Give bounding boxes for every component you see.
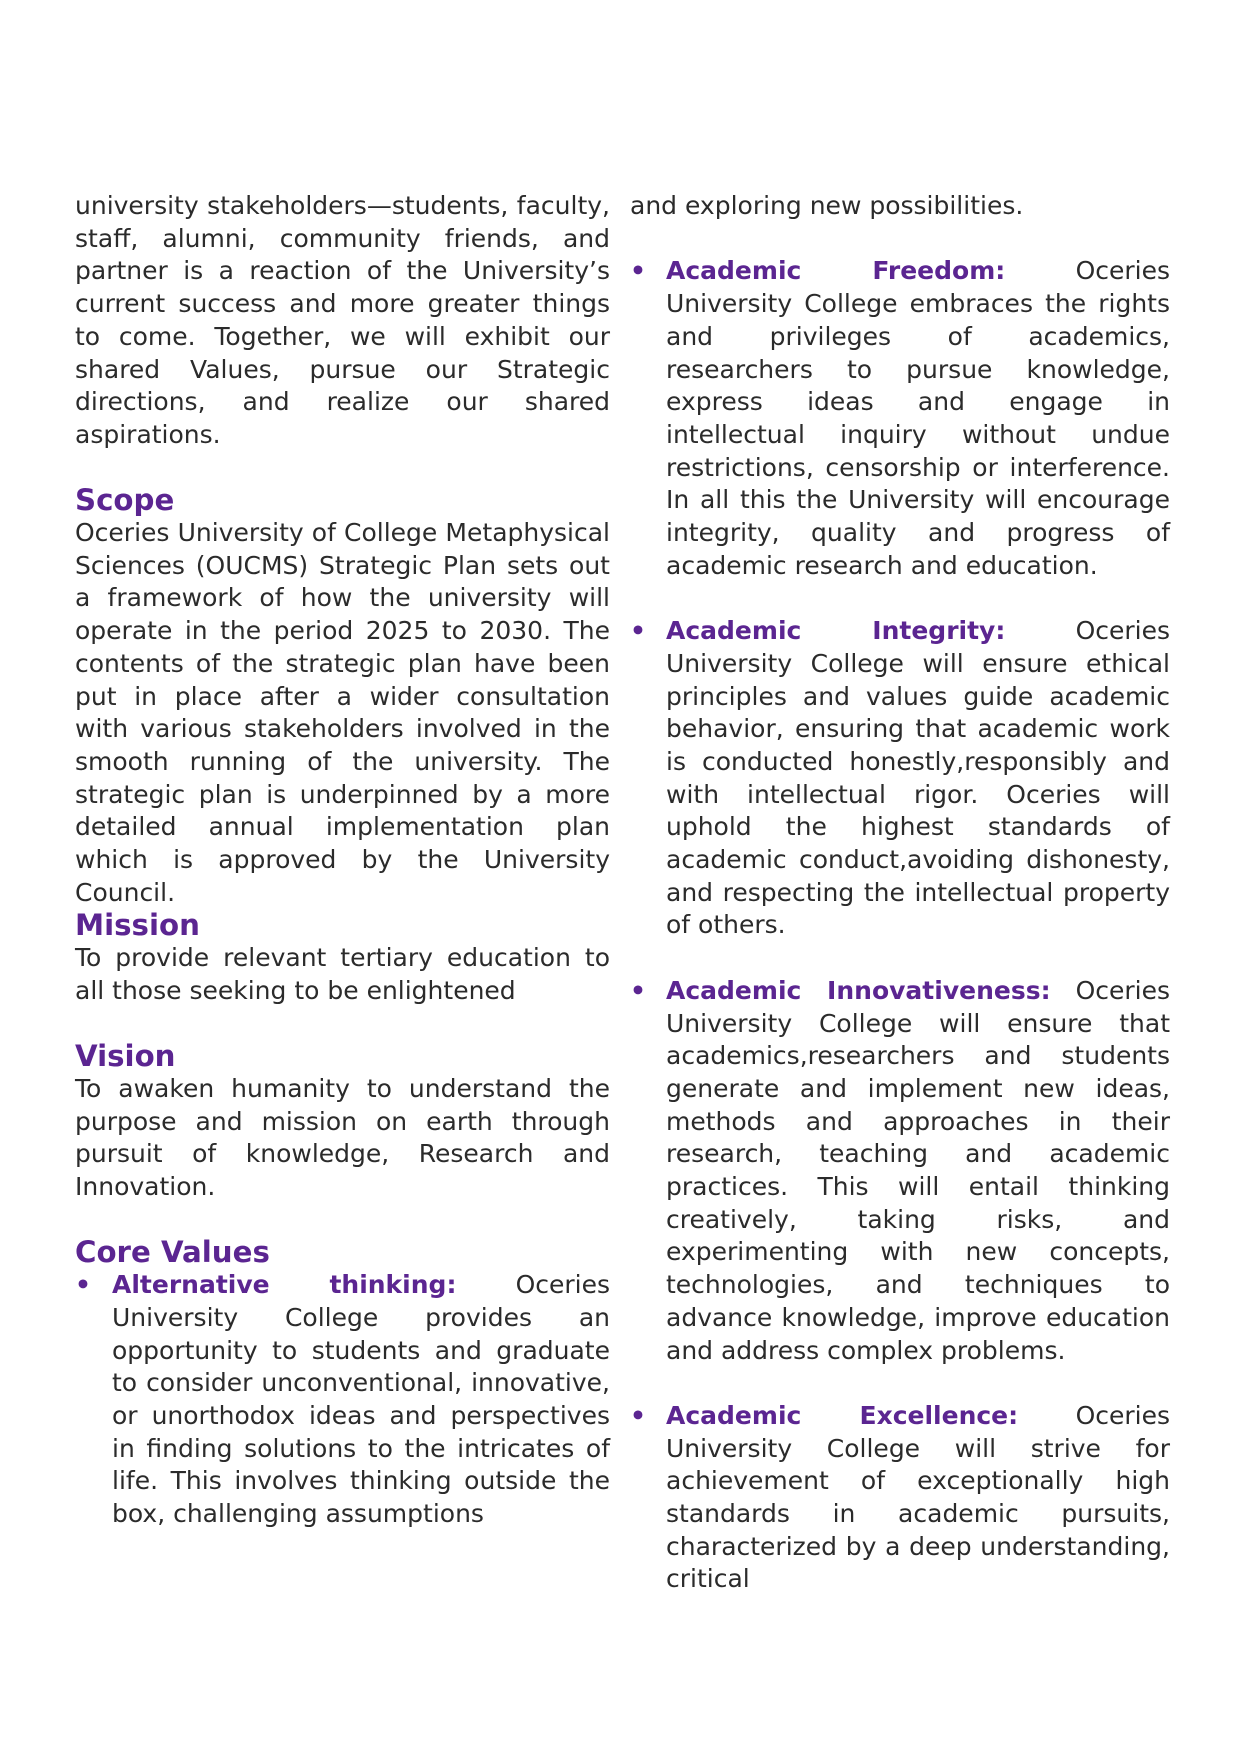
intro-paragraph: university stakeholders—students, faculty, staff, alumni, community friends, and partner is a reaction of the University’s current success and more greater things to come. Together, we will exhibit our shared Values, pursue our Strategic directions, and realize our shared aspirations.: [75, 191, 610, 449]
scope-heading: Scope: [75, 483, 175, 518]
list-item: [630, 255, 1170, 582]
spacer: [75, 1008, 610, 1041]
spacer: [630, 582, 1170, 615]
spacer: [630, 1367, 1170, 1400]
core-values-heading: Core Values: [75, 1235, 270, 1270]
bullet-icon: •: [630, 616, 646, 646]
spacer: [75, 1204, 610, 1237]
continuation-paragraph: and exploring new possibilities.: [630, 191, 1024, 220]
bullet-icon: •: [630, 975, 646, 1005]
value-description: Oceries University College will ensure ethical principles and values guide academic behavior, ensuring that academic work is conducted honestly,responsibly and with intellectual rigor. Oceries will uphold the highest standards of academic conduct,avoiding dishonesty, and respecting the intellectual property of others.: [666, 616, 1170, 940]
spacer: [630, 942, 1170, 975]
value-paragraph: [666, 975, 1170, 1367]
list-item: [630, 1400, 1170, 1596]
scope-paragraph: Oceries University of College Metaphysical Sciences (OUCMS) Strategic Plan sets out a framework of how the university will operate in the period 2025 to 2030. The contents of the strategic plan have been put in place after a wider consultation with various stakeholders involved in the smooth running of the university. The strategic plan is underpinned by a more detailed annual implementation plan which is approved by the University Council.: [75, 518, 610, 907]
mission-heading: Mission: [75, 908, 200, 943]
mission-paragraph: To provide relevant tertiary education to all those seeking to be enlightened: [75, 943, 610, 1005]
value-term: Academic Freedom:: [666, 256, 1006, 286]
bullet-icon: •: [630, 1400, 646, 1430]
list-item: [630, 615, 1170, 942]
value-description: Oceries University College embraces the rights and privileges of academics, researchers to pursue knowledge, express ideas and engage in intellectual inquiry without undue restrictions, censorship or interference. In all this the University will encourage integrity, quality and progress of academic research and education.: [666, 256, 1171, 580]
value-term: Academic Innovativeness:: [666, 975, 1051, 1005]
spacer: [630, 223, 1170, 256]
value-paragraph: [666, 615, 1170, 942]
core-values-list-left: [75, 1269, 610, 1531]
value-paragraph: [666, 255, 1170, 582]
vision-heading: Vision: [75, 1039, 176, 1074]
list-item: [75, 1269, 610, 1531]
bullet-icon: •: [630, 256, 646, 286]
value-term: Academic Integrity:: [666, 616, 1006, 646]
value-term: Alternative thinking:: [112, 1270, 457, 1300]
value-term: Academic Excellence:: [666, 1400, 1019, 1430]
vision-paragraph: To awaken humanity to understand the purpose and mission on earth through pursuit of knowledge, Research and Innovation.: [75, 1073, 610, 1202]
value-description: Oceries University College will ensure that academics,researchers and students generate and implement new ideas, methods and approaches in their research, teaching and academic practices. This will entail thinking creatively, taking risks, and experimenting with new concepts, technologies, and techniques to advance knowledge, improve education and address complex problems.: [666, 975, 1170, 1365]
value-paragraph: [112, 1269, 610, 1531]
value-description: Oceries University College provides an opportunity to students and graduate to consider unconventional, innovative, or unorthodox ideas and perspectives in finding solutions to the intricates of life. This involves thinking outside the box, challenging assumptions: [112, 1270, 610, 1529]
value-paragraph: [666, 1400, 1170, 1596]
value-description: Oceries University College will strive for achievement of exceptionally high standards in academic pursuits, characterized by a deep understanding, critical: [666, 1400, 1170, 1594]
spacer: [75, 452, 610, 485]
list-item: [630, 975, 1170, 1367]
core-values-list-right: [630, 255, 1170, 1596]
left-column: [75, 190, 610, 1531]
right-column: [630, 190, 1170, 1596]
bullet-icon: •: [75, 1270, 91, 1300]
